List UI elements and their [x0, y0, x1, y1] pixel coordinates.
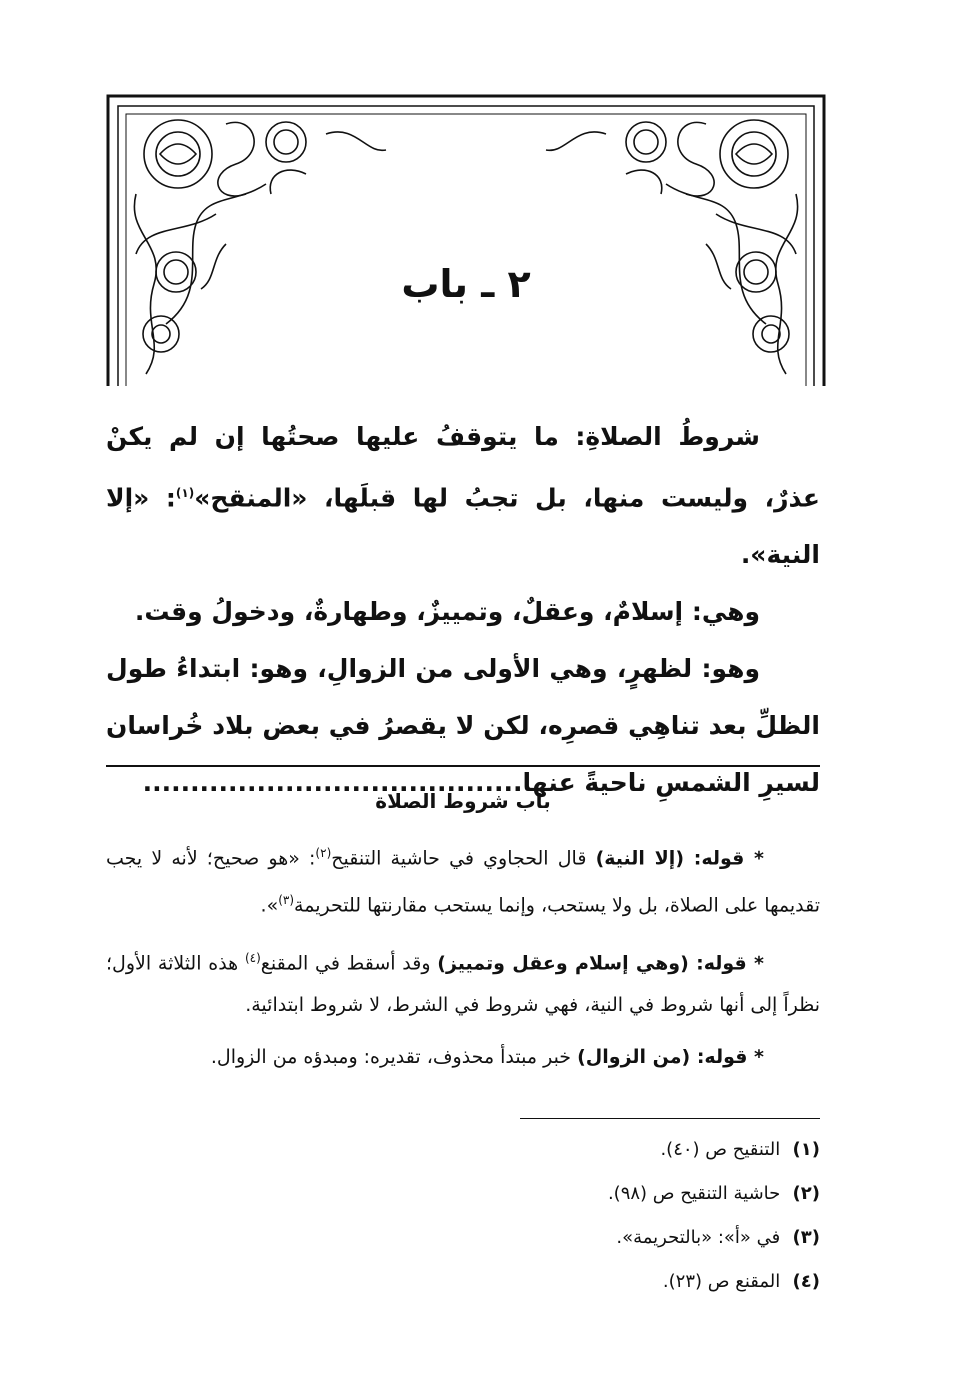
footnote-number: (١)	[792, 1139, 820, 1160]
separator-rule	[106, 765, 820, 767]
commentary-3-a: خبر مبتدأ محذوف، تقديره: ومبدؤه من الزوال.	[210, 1045, 578, 1068]
footnote-ref-4[interactable]: (٤)	[244, 950, 261, 965]
footnote-text: المقنع ص (٢٣).	[662, 1271, 781, 1292]
footnote-item	[130, 1172, 820, 1216]
footnotes	[130, 1128, 820, 1304]
commentary-1-lead: * قوله: (إلا النية)	[595, 847, 764, 870]
footnote-text: حاشية التنقيح ص (٩٨).	[607, 1183, 781, 1204]
continuation-dots: ........................................	[142, 768, 523, 798]
footnote-text: في «أ»: «بالتحريمة».	[616, 1227, 781, 1248]
footnote-number: (٤)	[792, 1271, 820, 1292]
footnote-ref-1[interactable]: (١)	[175, 486, 195, 500]
footnote-item	[130, 1128, 820, 1172]
footnote-item	[130, 1216, 820, 1260]
footnote-number: (٢)	[792, 1183, 820, 1204]
main-text	[106, 408, 820, 811]
left-corner-ornament	[134, 120, 386, 374]
main-p3-text: وهو: لظهرٍ، وهي الأولى من الزوالِ، وهو: ابتداءُ طول الظلِّ بعد تناهِي قصرِه، لكن لا يقصرُ في بعض بلاد خُراسان لسيرِ الشمسِ ناحيةً عنها	[106, 654, 820, 798]
commentary-paragraph-3	[106, 1036, 820, 1078]
commentary-1-end: ».	[260, 894, 279, 917]
commentary-section	[106, 780, 820, 1088]
commentary-paragraph-1	[106, 832, 820, 927]
footnote-number: (٣)	[792, 1227, 820, 1248]
commentary-2-lead: * قوله: (وهي إسلام وعقل وتمييز)	[437, 951, 764, 974]
commentary-2-b: هذه الثلاثة الأول؛ نظراً إلى أنها شروط في النية، فهي شروط في الشرط، لا شروط ابتدائية.	[106, 951, 820, 1016]
commentary-1-a: قال الحجاوي في حاشية التنقيح	[331, 847, 596, 870]
main-p1-end: : «إلا النية».	[106, 483, 820, 570]
commentary-heading: باب شروط الصلاة	[375, 789, 551, 813]
commentary-3-lead: * قوله: (من الزوال)	[577, 1045, 764, 1068]
main-paragraph-2: وهي: إسلامٌ، وعقلٌ، وتمييزٌ، وطهارةٌ، ودخولُ وقت.	[134, 597, 760, 627]
footnote-text: التنقيح ص (٤٠).	[660, 1139, 781, 1160]
chapter-title: ٢ ـ باب	[401, 262, 531, 306]
footnote-rule	[520, 1118, 820, 1119]
footnote-ref-2[interactable]: (٢)	[315, 846, 332, 860]
commentary-1-b: : «هو صحيح؛ لأنه لا يجب تقديمها على الصلاة، بل ولا يستحب، وإنما يستحب مقارنتها للتحريمة	[106, 847, 820, 917]
commentary-2-a: وقد أسقط في المقنع	[260, 951, 438, 974]
ornamental-frame	[106, 94, 826, 386]
commentary-paragraph-2	[106, 937, 820, 1026]
right-corner-ornament	[546, 120, 798, 374]
main-paragraph-1	[106, 408, 820, 583]
footnote-item	[130, 1260, 820, 1304]
main-p1-text: شروطُ الصلاةِ: ما يتوقفُ عليها صحتُها إن لم يكنْ عذرٌ، وليست منها، بل تجبُ لها قبلَها، «المنقح»	[106, 422, 820, 513]
footnote-ref-3[interactable]: (٣)	[278, 893, 295, 908]
